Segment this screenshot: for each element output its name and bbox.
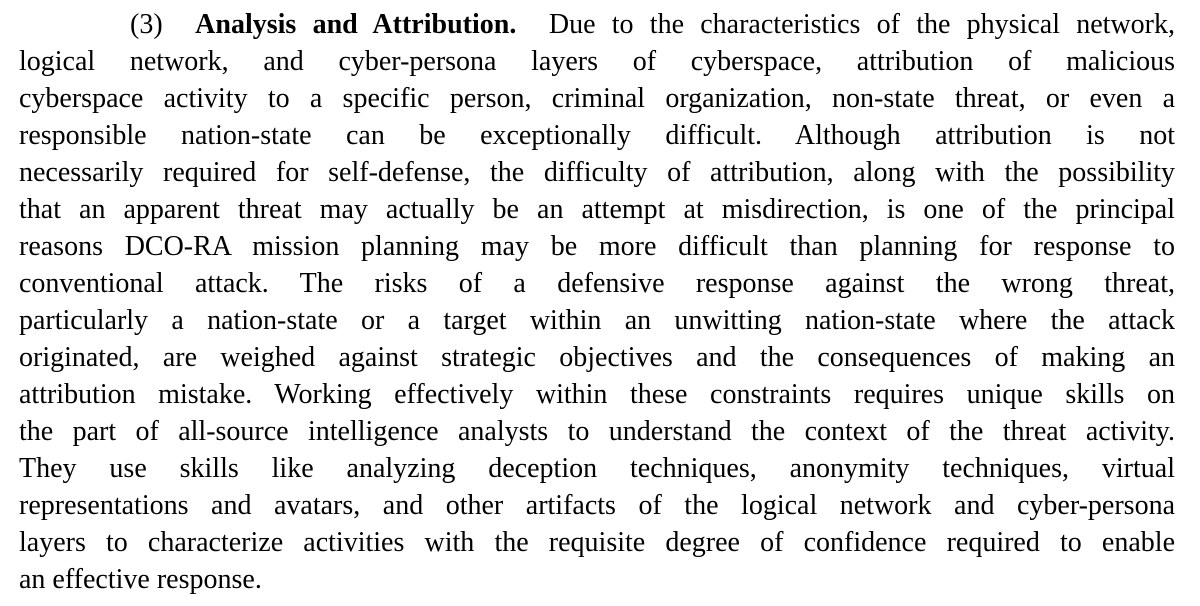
paragraph-last-line: an effective response. bbox=[19, 564, 262, 595]
paragraph-line: responsible nation-state can be exceptionally difficult. Although attribution is not bbox=[19, 120, 1175, 151]
paragraph-line: reasons DCO-RA mission planning may be more difficult than planning for response to bbox=[19, 231, 1175, 262]
paragraph-line: necessarily required for self-defense, the difficulty of attribution, along with the possibility bbox=[19, 157, 1175, 188]
paragraph-line: particularly a nation-state or a target within an unwitting nation-state where the attack bbox=[19, 305, 1175, 336]
paragraph-line: layers to characterize activities with the requisite degree of confidence required to enable bbox=[19, 527, 1175, 558]
paragraph-line: attribution mistake. Working effectively within these constraints requires unique skills on bbox=[19, 379, 1175, 410]
paragraph-line: originated, are weighed against strategic objectives and the consequences of making an bbox=[19, 342, 1175, 373]
paragraph-line: They use skills like analyzing deception techniques, anonymity techniques, virtual bbox=[19, 453, 1175, 484]
paragraph-first-line bbox=[130, 6, 1175, 43]
paragraph-line: cyberspace activity to a specific person, criminal organization, non-state threat, or even a bbox=[19, 83, 1175, 114]
paragraph-line: logical network, and cyber-persona layers of cyberspace, attribution of malicious bbox=[19, 46, 1175, 77]
paragraph-line: that an apparent threat may actually be an attempt at misdirection, is one of the principal bbox=[19, 194, 1175, 225]
paragraph-line: conventional attack. The risks of a defensive response against the wrong threat, bbox=[19, 268, 1175, 299]
paragraph-line: the part of all-source intelligence analysts to understand the context of the threat activity. bbox=[19, 416, 1175, 447]
paragraph-number: (3) bbox=[130, 9, 163, 40]
paragraph-line: representations and avatars, and other artifacts of the logical network and cyber-persona bbox=[19, 490, 1175, 521]
paragraph-heading: Analysis and Attribution. bbox=[195, 9, 517, 40]
paragraph-first-line-text: Due to the characteristics of the physical network, bbox=[548, 9, 1175, 40]
